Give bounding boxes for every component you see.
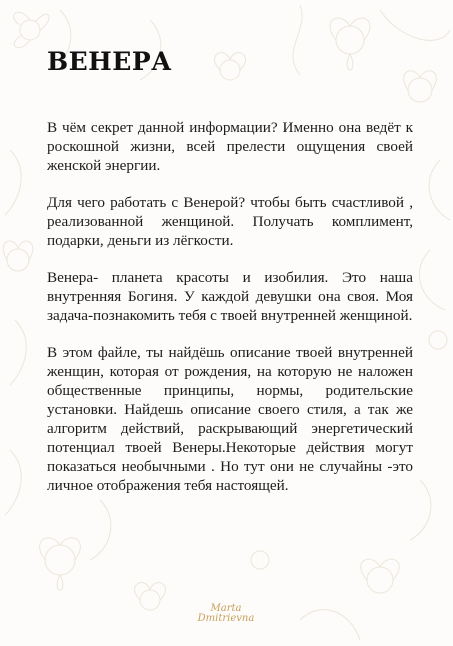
page-title: ВЕНЕРА bbox=[47, 47, 173, 76]
signature-first-name: Marta bbox=[210, 603, 242, 614]
paragraph-3: Венера- планета красоты и изобилия. Это наша внутренняя Богиня. У каждой девушки она своя. Моя задача-познакомить тебя с твоей внутренней женщиной. bbox=[47, 269, 413, 324]
paragraph-4: В этом файле, ты найдёшь описание твоей внутренней женщин, которая от рождения, на которую не наложен общественные принципы, нормы, родительские установки. Найдешь описание своего стиля, а так же алгоритм действий, раскрывающий энергетический потенциал твоей Венеры.Некоторые действия могут показаться необычными . Но тут они не случайны -это личное отображения тебя настоящей. bbox=[47, 344, 413, 494]
paragraph-2: Для чего работать с Венерой? чтобы быть счастливой , реализованной женщиной. Получать комплимент, подарки, деньги из лёгкости. bbox=[47, 194, 413, 249]
body-text bbox=[47, 118, 413, 513]
paragraph-1: В чём секрет данной информации? Именно она ведёт к роскошной жизни, всей прелести ощущения своей женской энергии. bbox=[47, 119, 413, 174]
author-signature-logo bbox=[196, 604, 256, 624]
signature-last-name: Dmitrievna bbox=[197, 613, 255, 624]
